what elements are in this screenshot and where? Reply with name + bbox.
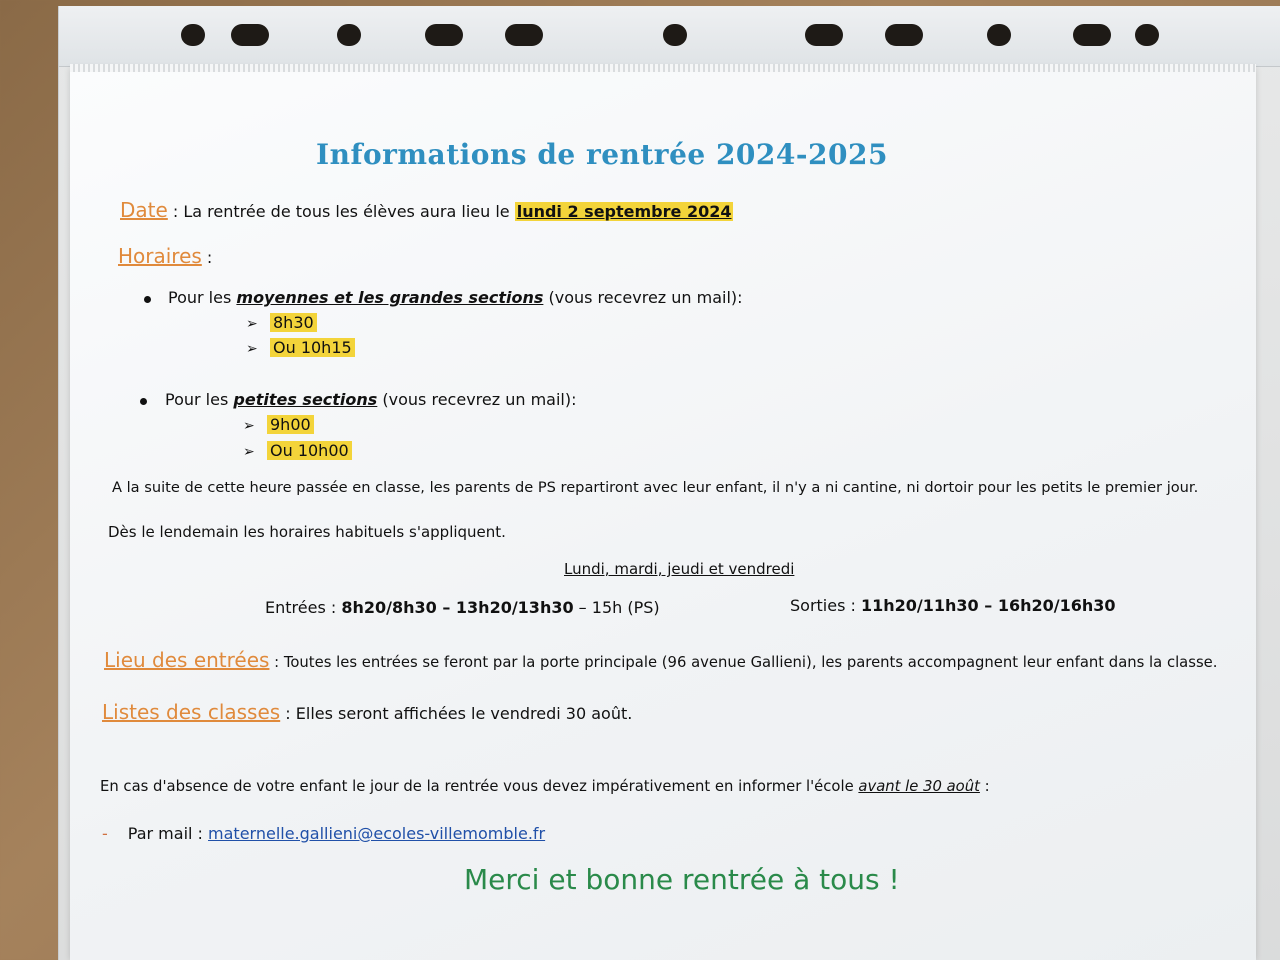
sorties-label: Sorties :: [790, 596, 861, 615]
punch-hole: [805, 24, 843, 46]
absence-suffix: :: [979, 778, 990, 795]
arrow-icon: ➢: [246, 341, 258, 357]
notice-paper: [70, 68, 1256, 960]
binder-strip: [59, 6, 1280, 67]
group-prefix: Pour les: [165, 390, 234, 409]
group-emph: petites sections: [233, 390, 378, 409]
schedule-sorties: [790, 596, 1116, 615]
group-suffix: (vous recevrez un mail):: [543, 288, 743, 307]
group-moyennes-grandes: [168, 288, 743, 307]
time-value: 8h30: [270, 313, 317, 332]
group-emph: moyennes et les grandes sections: [236, 288, 544, 307]
punch-hole: [663, 24, 687, 46]
bullet-icon: [144, 296, 151, 303]
group-suffix: (vous recevrez un mail):: [377, 390, 577, 409]
horaires-suffix: :: [201, 248, 213, 267]
paragraph-lendemain: Dès le lendemain les horaires habituels s'appliquent.: [108, 523, 506, 541]
horaires-label: Horaires: [118, 244, 202, 268]
lieu-label: Lieu des entrées: [104, 648, 270, 672]
schedule-entrees: [265, 598, 660, 617]
paper-torn-edge: [70, 64, 1256, 72]
time-value: Ou 10h15: [270, 338, 355, 357]
listes-line: [102, 700, 632, 724]
entrees-ps: – 15h (PS): [573, 598, 660, 617]
entrees-times: 8h20/8h30 – 13h20/13h30: [341, 598, 574, 617]
punch-hole: [231, 24, 269, 46]
group-petites: [165, 390, 577, 409]
punch-hole: [337, 24, 361, 46]
page-title: Informations de rentrée 2024-2025: [316, 138, 888, 171]
time-value: Ou 10h00: [267, 441, 352, 460]
punch-hole: [1073, 24, 1111, 46]
date-label: Date: [120, 198, 168, 222]
punch-hole: [1135, 24, 1159, 46]
schedule-days: Lundi, mardi, jeudi et vendredi: [564, 560, 795, 578]
group-prefix: Pour les: [168, 288, 237, 307]
absence-emph: avant le 30 août: [858, 778, 980, 795]
sorties-times: 11h20/11h30 – 16h20/16h30: [860, 596, 1116, 615]
arrow-icon: ➢: [243, 418, 255, 434]
punch-hole: [181, 24, 205, 46]
absence-text: En cas d'absence de votre enfant le jour de la rentrée vous devez impérativement en informer l'école: [100, 778, 859, 795]
contact-line: [102, 824, 545, 843]
time-item: [270, 338, 355, 357]
email-link[interactable]: maternelle.gallieni@ecoles-villemomble.fr: [208, 824, 546, 843]
bullet-icon: [140, 398, 147, 405]
date-highlight: lundi 2 septembre 2024: [516, 202, 732, 221]
paragraph-ps: A la suite de cette heure passée en classe, les parents de PS repartiront avec leur enfant, il n'y a ni cantine, ni dortoir pour les petits le premier jour.: [112, 479, 1199, 496]
time-value: 9h00: [267, 415, 314, 434]
listes-text: : Elles seront affichées le vendredi 30 août.: [280, 704, 633, 723]
date-line: [120, 198, 733, 222]
arrow-icon: ➢: [246, 316, 258, 332]
absence-line: [100, 778, 990, 795]
lieu-line: [104, 648, 1217, 672]
punch-hole: [505, 24, 543, 46]
listes-label: Listes des classes: [102, 700, 281, 724]
horaires-heading: [118, 244, 212, 268]
closing-message: Merci et bonne rentrée à tous !: [464, 863, 900, 896]
punch-hole: [987, 24, 1011, 46]
punch-hole: [425, 24, 463, 46]
time-item: [267, 415, 314, 434]
entrees-label: Entrées :: [265, 598, 342, 617]
arrow-icon: ➢: [243, 444, 255, 460]
time-item: [267, 441, 352, 460]
contact-prefix: Par mail :: [127, 824, 209, 843]
date-text: : La rentrée de tous les élèves aura lieu le: [167, 202, 515, 221]
lieu-text: : Toutes les entrées se feront par la porte principale (96 avenue Gallieni), les parents accompagnent leur enfant dans la classe.: [269, 654, 1218, 671]
punch-hole: [885, 24, 923, 46]
contact-dash: -: [102, 824, 108, 843]
time-item: [270, 313, 317, 332]
